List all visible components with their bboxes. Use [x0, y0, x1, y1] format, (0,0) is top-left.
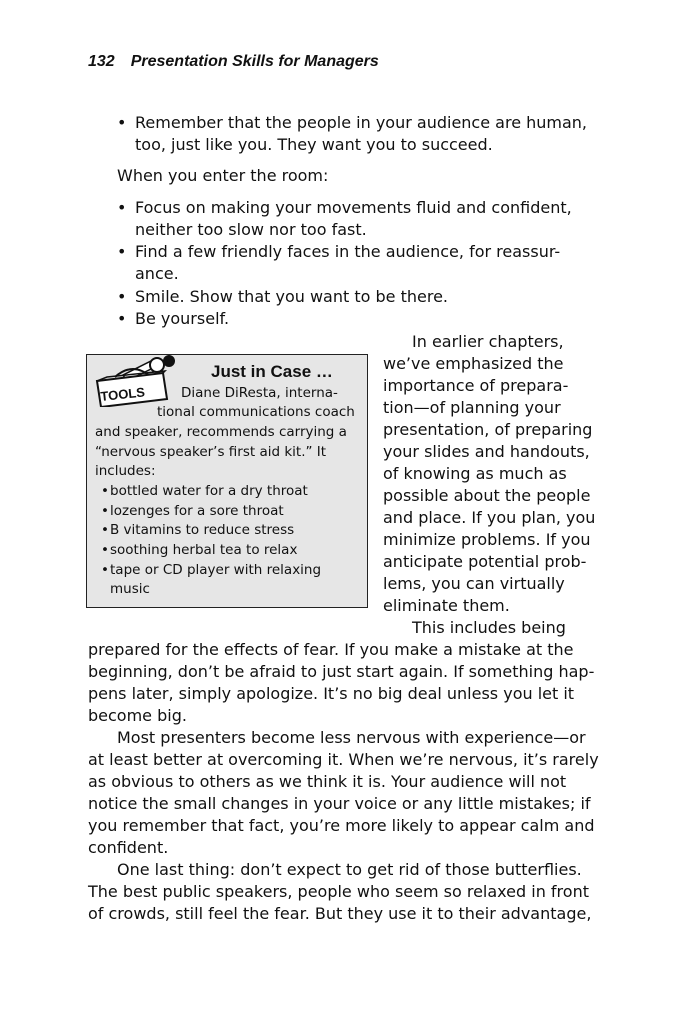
sidebar-item: soothing herbal tea to relax [110, 542, 298, 558]
body-line: as obvious to others as we think it is. Your audience will not [88, 772, 567, 791]
body-line: presentation, of preparing [383, 420, 593, 439]
sidebar-line: “nervous speaker’s first aid kit.” It [95, 444, 327, 460]
body-line: prepared for the effects of fear. If you make a mistake at the [88, 640, 574, 659]
bullet-marker: • [117, 309, 127, 328]
body-line: of crowds, still feel the fear. But they use it to their advantage, [88, 904, 592, 923]
body-line: Most presenters become less nervous with experience—or [117, 728, 586, 747]
body-line: eliminate them. [383, 596, 510, 615]
sidebar-item: B vitamins to reduce stress [110, 522, 295, 538]
body-line: you remember that fact, you’re more likely to appear calm and [88, 816, 595, 835]
body-line: This includes being [412, 618, 566, 637]
body-line: lems, you can virtually [383, 574, 565, 593]
sidebar-item: lozenges for a sore throat [110, 503, 284, 519]
body-line: too, just like you. They want you to succeed. [135, 135, 493, 154]
toolbox-label: TOOLS [99, 384, 146, 404]
body-line: anticipate potential prob- [383, 552, 587, 571]
body-line: In earlier chapters, [412, 332, 564, 351]
body-line: pens later, simply apologize. It’s no big deal unless you let it [88, 684, 575, 703]
body-line: possible about the people [383, 486, 591, 505]
bullet-marker: • [117, 198, 127, 217]
body-line: neither too slow nor too fast. [135, 220, 367, 239]
body-line: importance of prepara- [383, 376, 569, 395]
sidebar-line: Diane DiResta, interna- [181, 385, 338, 401]
body-line: The best public speakers, people who seem so relaxed in front [88, 882, 589, 901]
body-line: of knowing as much as [383, 464, 567, 483]
body-line: tion—of planning your [383, 398, 561, 417]
sidebar-item: bottled water for a dry throat [110, 483, 308, 499]
sidebar-line: and speaker, recommends carrying a [95, 424, 347, 440]
sidebar-item: music [110, 581, 150, 597]
body-line: One last thing: don’t expect to get rid of those butterflies. [117, 860, 582, 879]
body-line: your slides and handouts, [383, 442, 590, 461]
bullet-marker: • [117, 242, 127, 261]
body-line: notice the small changes in your voice or any little mistakes; if [88, 794, 591, 813]
sidebar-line: includes: [95, 463, 156, 479]
body-line: Be yourself. [135, 309, 230, 328]
body-line: Focus on making your movements fluid and confident, [135, 198, 572, 217]
toolbox-icon [93, 355, 177, 407]
body-line: confident. [88, 838, 169, 857]
body-line: ance. [135, 264, 179, 283]
sidebar-box [86, 354, 368, 608]
book-title: Presentation Skills for Managers [130, 53, 379, 70]
sidebar-bullet: • [101, 562, 109, 578]
body-line: Find a few friendly faces in the audience, for reassur- [135, 242, 561, 261]
running-header [88, 53, 379, 71]
sidebar-title: Just in Case … [211, 362, 333, 381]
bullet-marker: • [117, 113, 127, 132]
page-number: 132 [88, 53, 115, 70]
body-line: and place. If you plan, you [383, 508, 596, 527]
sidebar-bullet: • [101, 522, 109, 538]
body-line: beginning, don’t be afraid to just start again. If something hap- [88, 662, 595, 681]
sidebar-item: tape or CD player with relaxing [110, 562, 322, 578]
bullet-marker: • [117, 287, 127, 306]
body-line: Smile. Show that you want to be there. [135, 287, 449, 306]
sidebar-bullet: • [101, 503, 109, 519]
body-line: Remember that the people in your audience are human, [135, 113, 588, 132]
sidebar-bullet: • [101, 542, 109, 558]
body-line: minimize problems. If you [383, 530, 591, 549]
sidebar-bullet: • [101, 483, 109, 499]
body-line: When you enter the room: [117, 166, 329, 185]
body-line: become big. [88, 706, 187, 725]
body-line: we’ve emphasized the [383, 354, 564, 373]
body-line: at least better at overcoming it. When we’re nervous, it’s rarely [88, 750, 599, 769]
sidebar-line: tional communications coach [157, 404, 355, 420]
